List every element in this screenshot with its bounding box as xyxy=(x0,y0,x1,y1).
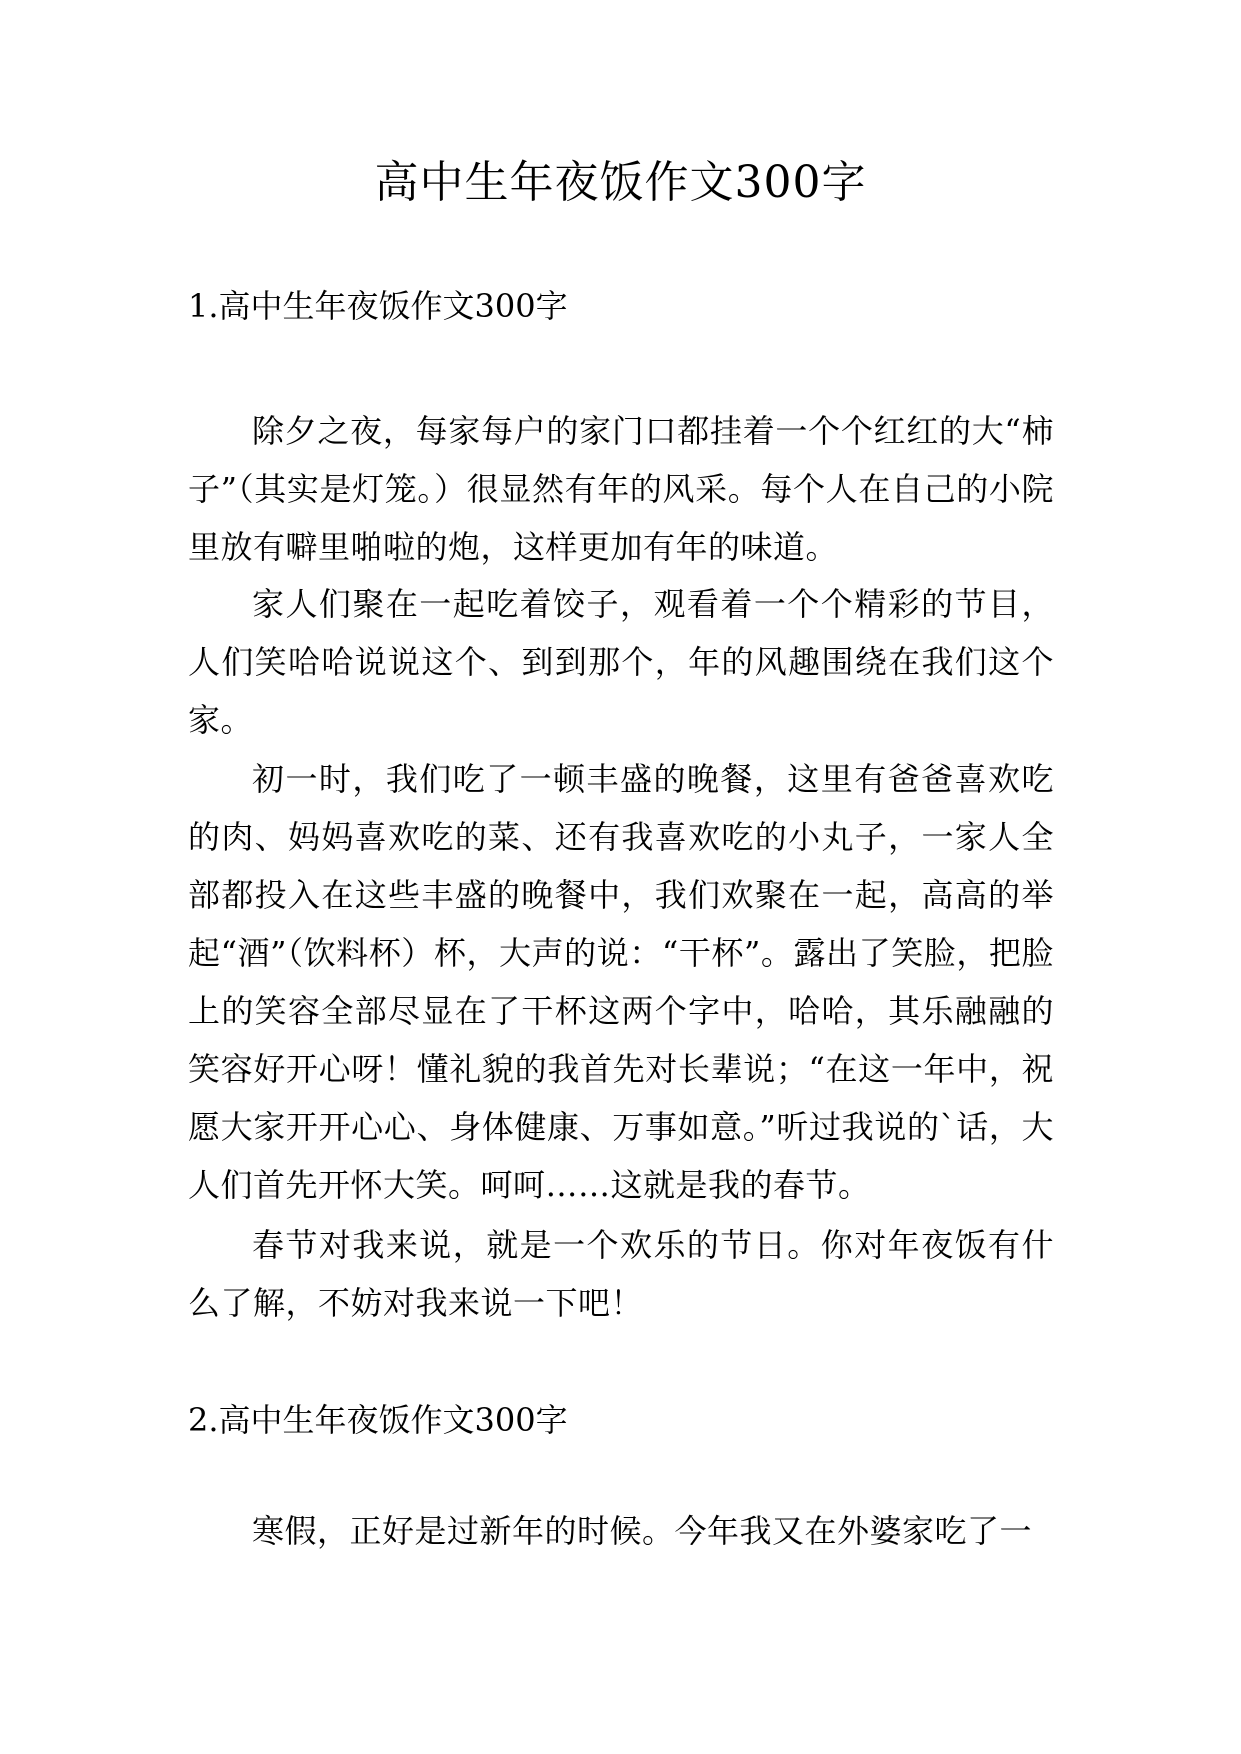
section-1-paragraph-3: 初一时，我们吃了一顿丰盛的晚餐，这里有爸爸喜欢吃的肉、妈妈喜欢吃的菜、还有我喜欢吃的小丸子，一家人全部都投入在这些丰盛的晚餐中，我们欢聚在一起，高高的举起“酒”（饮料杯）杯，大声的说：“干杯”。露出了笑脸，把脸上的笑容全部尽显在了干杯这两个字中，哈哈，其乐融融的笑容好开心呀！懂礼貌的我首先对长辈说；“在这一年中，祝愿大家开开心心、身体健康、万事如意。”听过我说的`话，大人们首先开怀大笑。呵呵……这就是我的春节。 xyxy=(188,760,1054,1204)
section-2-paragraph-1: 寒假，正好是过新年的时候。今年我又在外婆家吃了一 xyxy=(252,1512,1033,1550)
section-1-paragraph-1: 除夕之夜，每家每户的家门口都挂着一个个红红的大“柿子”（其实是灯笼。）很显然有年的风采。每个人在自己的小院里放有噼里啪啦的炮，这样更加有年的味道。 xyxy=(188,412,1054,566)
document-title: 高中生年夜饭作文300字 xyxy=(374,157,867,208)
section-heading-1: 1.高中生年夜饭作文300字 xyxy=(188,287,568,325)
section-1-paragraph-4: 春节对我来说，就是一个欢乐的节日。你对年夜饭有什么了解，不妨对我来说一下吧！ xyxy=(188,1226,1054,1322)
section-1-paragraph-2: 家人们聚在一起吃着饺子，观看着一个个精彩的节目，人们笑哈哈说说这个、到到那个，年的风趣围绕在我们这个家。 xyxy=(188,585,1054,739)
section-heading-2: 2.高中生年夜饭作文300字 xyxy=(188,1401,568,1439)
